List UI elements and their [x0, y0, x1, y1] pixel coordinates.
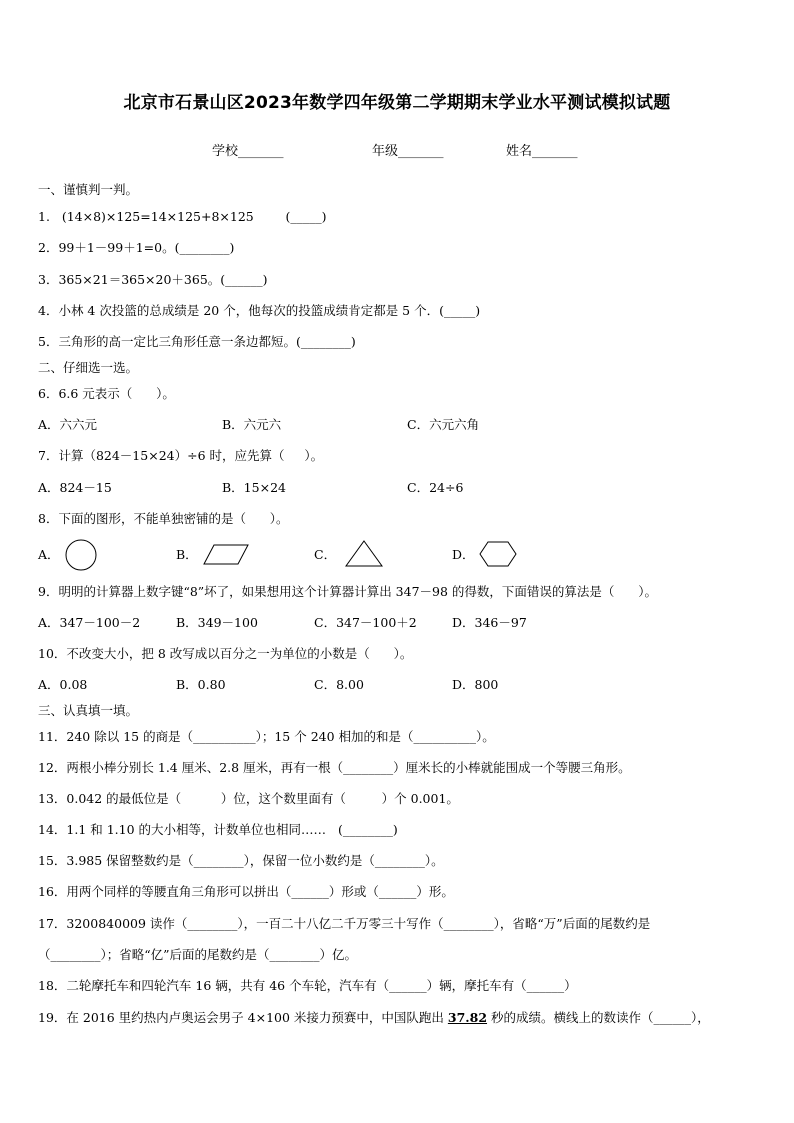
question-6-option-c: C．六元六角: [407, 417, 480, 432]
question-19-text-end: 秒的成绩。横线上的数读作（______），: [487, 1010, 710, 1025]
hexagon-shape-icon: [478, 541, 518, 567]
school-field: [212, 140, 284, 159]
question-8-option-a: A．: [38, 547, 60, 562]
school-blank: _______: [238, 144, 284, 159]
question-19-underlined-number: 37.82: [447, 1010, 488, 1025]
parallelogram-shape-icon: [202, 543, 250, 567]
question-15: 15．3.985 保留整数约是（________），保留一位小数约是（________）。: [38, 853, 444, 868]
section-3-heading: 三、认真填一填。: [38, 703, 139, 718]
name-blank: _______: [532, 144, 578, 159]
question-17: 17．3200840009 读作（________），一百二十八亿二千万零三十写作（________），省略“万”后面的尾数约是: [38, 916, 651, 931]
exam-title: 北京市石景山区2023年数学四年级第二学期期末学业水平测试模拟试题: [123, 93, 671, 113]
question-10-option-c: C．8.00: [314, 677, 364, 692]
question-6-option-b: B．六元六: [222, 417, 282, 432]
school-label: 学校: [212, 144, 239, 159]
question-8-option-c: C．: [314, 547, 337, 562]
question-7: 7．计算（824－15×24）÷6 时，应先算（ ）。: [38, 448, 324, 463]
question-11: 11．240 除以 15 的商是（__________）；15 个 240 相加的和是（__________）。: [38, 729, 495, 744]
question-12: 12．两根小棒分别长 1.4 厘米、2.8 厘米，再有一根（________）厘米长的小棒就能围成一个等腰三角形。: [38, 760, 631, 775]
question-6: 6．6.6 元表示（ ）。: [38, 386, 175, 401]
question-5: 5．三角形的高一定比三角形任意一条边都短。(________): [38, 334, 356, 349]
question-18: 18．二轮摩托车和四轮汽车 16 辆，共有 46 个车轮，汽车有（______）辆，摩托车有（______）: [38, 978, 577, 993]
question-7-option-a: A．824－15: [38, 480, 112, 495]
question-19-text-start: 19．在 2016 里约热内卢奥运会男子 4×100 米接力预赛中，中国队跑出: [38, 1010, 448, 1025]
question-16: 16．用两个同样的等腰直角三角形可以拼出（______）形或（______）形。: [38, 884, 454, 899]
question-9-option-a: A．347－100－2: [38, 615, 141, 630]
name-label: 姓名: [506, 144, 533, 159]
question-8: 8．下面的图形，不能单独密铺的是（ ）。: [38, 511, 289, 526]
question-9-option-b: B．349－100: [176, 615, 258, 630]
question-7-option-b: B．15×24: [222, 480, 286, 495]
question-7-option-c: C．24÷6: [407, 480, 464, 495]
question-8-option-b: B．: [176, 547, 198, 562]
section-1-heading: 一、谨慎判一判。: [38, 182, 139, 197]
question-14: 14．1.1 和 1.10 的大小相等，计数单位也相同…… (________): [38, 822, 398, 837]
question-9-option-d: D．346－97: [452, 615, 527, 630]
question-10-option-d: D．800: [452, 677, 499, 692]
question-10: 10．不改变大小，把 8 改写成以百分之一为单位的小数是（ ）。: [38, 646, 413, 661]
question-19: [38, 1010, 710, 1026]
name-field: [506, 140, 578, 159]
question-9-option-c: C．347－100＋2: [314, 615, 417, 630]
grade-label: 年级: [372, 144, 399, 159]
question-10-option-a: A．0.08: [38, 677, 88, 692]
question-8-option-d: D．: [452, 547, 475, 562]
grade-field: [372, 140, 444, 159]
question-4: 4．小林 4 次投篮的总成绩是 20 个，他每次的投篮成绩肯定都是 5 个．(_____): [38, 303, 481, 318]
question-17-continued: （________）；省略“亿”后面的尾数约是（________）亿。: [38, 947, 358, 962]
question-3: 3．365×21＝365×20＋365。(______): [38, 272, 268, 287]
triangle-shape-icon: [344, 539, 384, 569]
section-2-heading: 二、仔细选一选。: [38, 360, 139, 375]
question-1: 1. (14×8)×125=14×125+8×125 (_____): [38, 209, 327, 224]
question-6-option-a: A．六六元: [38, 417, 98, 432]
question-2: 2．99＋1－99＋1=0。(________): [38, 240, 235, 255]
question-13: 13．0.042 的最低位是（ ）位，这个数里面有（ ）个 0.001。: [38, 791, 459, 806]
circle-shape-icon: [64, 538, 98, 572]
question-9: 9．明明的计算器上数字键“8”坏了，如果想用这个计算器计算出 347－98 的得数，下面错误的算法是（ ）。: [38, 584, 657, 599]
grade-blank: _______: [398, 144, 444, 159]
question-10-option-b: B．0.80: [176, 677, 226, 692]
